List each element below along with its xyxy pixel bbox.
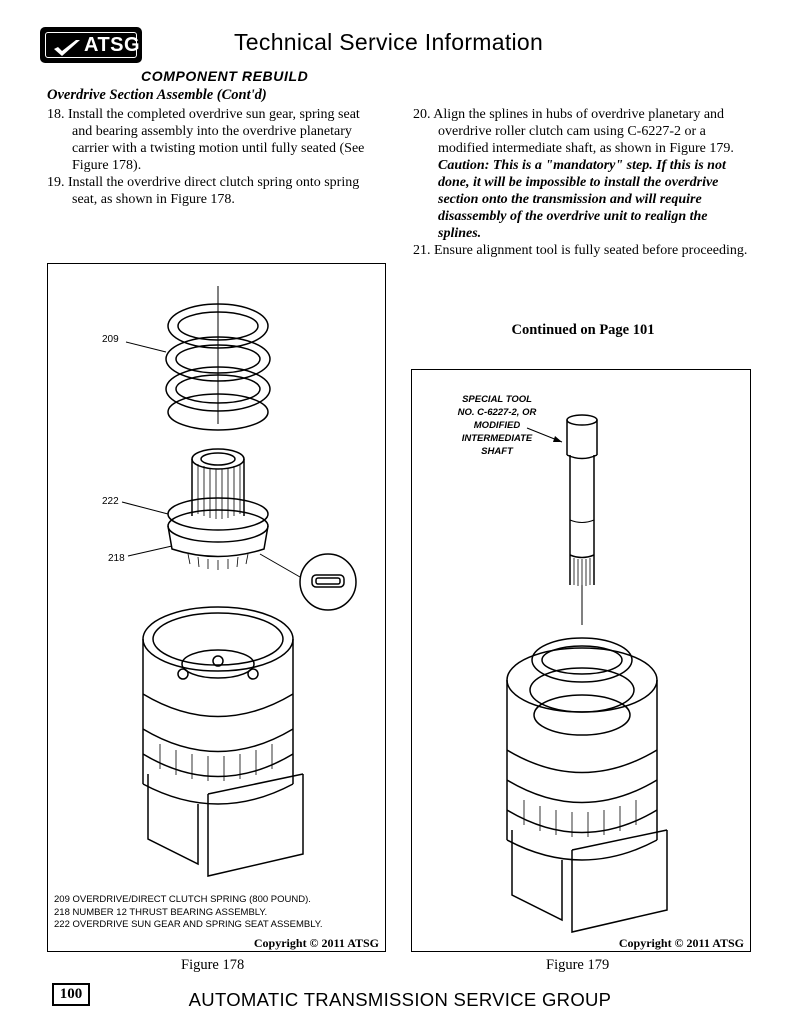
callout-222: 222 (102, 496, 119, 507)
copyright-179: Copyright © 2011 ATSG (618, 936, 744, 950)
left-column (47, 106, 377, 208)
legend-item-218: 218 NUMBER 12 THRUST BEARING ASSEMBLY. (54, 906, 268, 918)
callout-209: 209 (102, 334, 119, 345)
figure-178-caption: Figure 178 (181, 957, 245, 973)
page-title: Technical Service Information (234, 29, 544, 55)
step-20: 20. Align the splines in hubs of overdrive planetary and overdrive roller clutch cam using C-6227-2 or a modified intermediate shaft, as shown in Figure 179. (413, 107, 734, 156)
atsg-logo (40, 27, 142, 63)
footer-org-name: AUTOMATIC TRANSMISSION SERVICE GROUP (188, 989, 612, 1010)
tool-note-line: SPECIAL TOOL (462, 394, 532, 405)
caution-note: Caution: This is a "mandatory" step. If this is not done, it will be impossible to install the overdrive section onto the transmission and will require disassembly of the overdrive unit to realign the splines. (438, 158, 726, 241)
tool-note-line: MODIFIED (473, 420, 521, 431)
legend-item-222: 222 OVERDRIVE SUN GEAR AND SPRING SEAT ASSEMBLY. (54, 919, 323, 930)
checkmark-icon (52, 38, 82, 58)
legend-item-209: 209 OVERDRIVE/DIRECT CLUTCH SPRING (800 POUND). (54, 894, 311, 905)
tool-note-line: SHAFT (481, 446, 513, 457)
logo-text: ATSG (84, 33, 141, 56)
figure-179-caption: Figure 179 (546, 957, 610, 973)
special-tool-note (437, 393, 557, 458)
tool-note-line: INTERMEDIATE (461, 433, 533, 444)
tool-note-line: NO. C-6227-2, OR (457, 407, 537, 418)
copyright-178: Copyright © 2011 ATSG (253, 936, 379, 950)
section-subtitle: Overdrive Section Assemble (Cont'd) (47, 87, 267, 103)
section-title: COMPONENT REBUILD (141, 68, 309, 84)
figure-178 (47, 263, 386, 952)
callout-218: 218 (108, 553, 125, 564)
right-column (413, 106, 753, 259)
step-18: 18. Install the completed overdrive sun gear, spring seat and bearing assembly into the overdrive planetary carrier with a twisting motion until fully seated (See Figure 178). (47, 107, 365, 173)
page-number: 100 (52, 983, 90, 1006)
continued-note: Continued on Page 101 (511, 322, 655, 338)
figure-179 (411, 369, 751, 952)
step-21: 21. Ensure alignment tool is fully seated before proceeding. (413, 243, 748, 258)
figure-178-legend (54, 894, 323, 932)
step-19: 19. Install the overdrive direct clutch spring onto spring seat, as shown in Figure 178. (47, 175, 360, 207)
figure-178-illustration (48, 264, 387, 953)
